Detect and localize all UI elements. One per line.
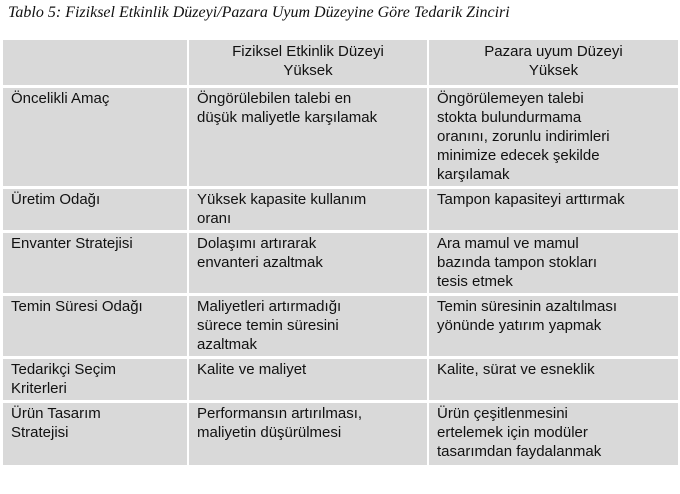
table-cell xyxy=(189,189,429,233)
table-row xyxy=(3,403,678,465)
table-cell xyxy=(189,296,429,359)
cell-line: Fiziksel Etkinlik Düzeyi xyxy=(232,43,384,60)
cell-line: Yüksek xyxy=(528,62,579,79)
cell-line: Üretim Odağı xyxy=(11,191,101,208)
cell-line: tesis etmek xyxy=(437,273,513,290)
cell-line: Pazara uyum Düzeyi xyxy=(484,43,623,60)
cell-line: Yüksek xyxy=(283,62,333,79)
column-header xyxy=(429,40,678,88)
cell-line: Ara mamul ve mamul xyxy=(437,235,579,252)
table-row xyxy=(3,88,678,189)
cell-line: oranını, zorunlu indirimleri xyxy=(437,128,610,145)
comparison-table xyxy=(3,40,678,465)
cell-line: Kriterleri xyxy=(11,380,67,397)
cell-line: sürece temin süresini xyxy=(197,317,339,334)
cell-line: stokta bulundurmama xyxy=(437,109,582,126)
header-row xyxy=(3,40,678,88)
table-cell xyxy=(429,296,678,359)
cell-line: Tedarikçi Seçim xyxy=(11,361,117,378)
table-cell xyxy=(429,88,678,189)
cell-line: Stratejisi xyxy=(11,424,69,441)
row-label-cell xyxy=(3,403,189,465)
cell-line: tasarımdan faydalanmak xyxy=(437,443,602,460)
cell-line: Temin süresinin azaltılması xyxy=(437,298,618,315)
cell-line: Dolaşımı artırarak xyxy=(197,235,317,252)
cell-line: Öngörülebilen talebi en xyxy=(197,90,352,107)
cell-line: Envanter Stratejisi xyxy=(11,235,133,252)
cell-line: düşük maliyetle karşılamak xyxy=(197,109,378,126)
cell-line: Ürün çeşitlenmesini xyxy=(437,405,568,422)
cell-line: Performansın artırılması, xyxy=(197,405,363,422)
table-cell xyxy=(429,189,678,233)
cell-line: bazında tampon stokları xyxy=(437,254,598,271)
cell-line: yönünde yatırım yapmak xyxy=(437,317,602,334)
table-caption: Tablo 5: Fiziksel Etkinlik Düzeyi/Pazara Uyum Düzeyine Göre Tedarik Zinciri xyxy=(8,4,510,21)
cell-line: Kalite, sürat ve esneklik xyxy=(437,361,595,378)
row-label-cell xyxy=(3,296,189,359)
table-cell xyxy=(189,88,429,189)
cell-line: maliyetin düşürülmesi xyxy=(197,424,342,441)
cell-line: envanteri azaltmak xyxy=(197,254,323,271)
table-cell xyxy=(429,403,678,465)
table-cell xyxy=(189,403,429,465)
cell-line: Yüksek kapasite kullanım xyxy=(197,191,367,208)
cell-line: karşılamak xyxy=(437,166,510,183)
row-label-cell xyxy=(3,359,189,403)
table-cell xyxy=(429,233,678,296)
cell-line: minimize edecek şekilde xyxy=(437,147,600,164)
table-cell xyxy=(189,233,429,296)
table-row xyxy=(3,359,678,403)
cell-line: oranı xyxy=(197,210,232,227)
cell-line: Temin Süresi Odağı xyxy=(11,298,143,315)
table-cell xyxy=(429,359,678,403)
row-label-cell xyxy=(3,189,189,233)
cell-line: Kalite ve maliyet xyxy=(197,361,307,378)
table-row xyxy=(3,189,678,233)
column-header xyxy=(189,40,429,88)
cell-line: Öngörülemeyen talebi xyxy=(437,90,584,107)
table-row xyxy=(3,233,678,296)
cell-line: ertelemek için modüler xyxy=(437,424,588,441)
cell-line: Öncelikli Amaç xyxy=(11,90,110,107)
row-label-cell xyxy=(3,88,189,189)
cell-line: Ürün Tasarım xyxy=(11,405,101,422)
row-label-cell xyxy=(3,233,189,296)
cell-line: Maliyetleri artırmadığı xyxy=(197,298,342,315)
cell-line: azaltmak xyxy=(197,336,258,353)
header-empty-cell xyxy=(3,40,189,88)
cell-line: Tampon kapasiteyi arttırmak xyxy=(437,191,625,208)
table-cell xyxy=(189,359,429,403)
table-row xyxy=(3,296,678,359)
